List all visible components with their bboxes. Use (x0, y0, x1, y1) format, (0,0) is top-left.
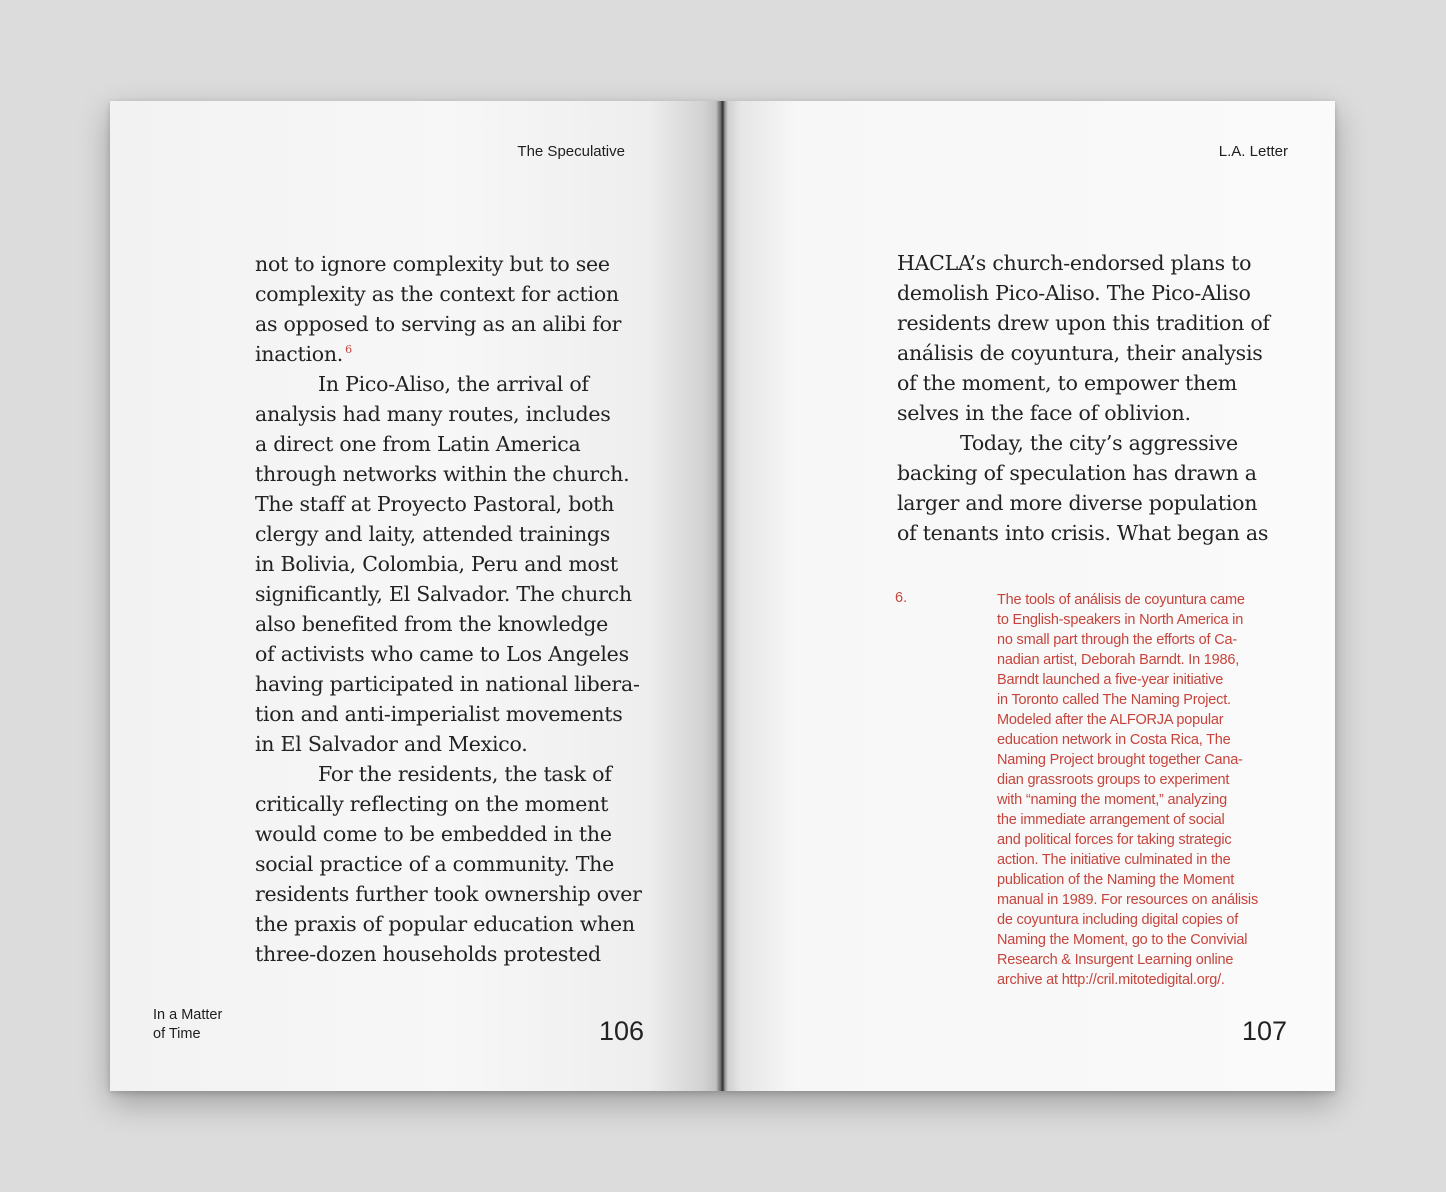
body-line (255, 399, 642, 429)
body-line (255, 789, 642, 819)
right-body-text (897, 248, 1270, 548)
footnote-line: action. The initiative culminated in the (997, 852, 1231, 868)
body-line-text: as opposed to serving as an alibi for (255, 312, 622, 336)
body-line (897, 458, 1270, 488)
body-line (255, 489, 642, 519)
body-line (255, 939, 642, 969)
footnote-line: dian grassroots groups to experiment (997, 772, 1230, 788)
body-line-text: social practice of a community. The (255, 852, 614, 876)
body-line-text: not to ignore complexity but to see (255, 252, 610, 276)
body-line-text: clergy and laity, attended trainings (255, 522, 611, 546)
body-line (255, 909, 642, 939)
body-line (897, 488, 1270, 518)
body-line (255, 879, 642, 909)
footnote-line: publication of the Naming the Moment (997, 872, 1235, 888)
book-gutter (716, 101, 728, 1091)
body-line (897, 338, 1270, 368)
body-line (255, 849, 642, 879)
right-running-head: L.A. Letter (1218, 143, 1288, 160)
footnote-line: Naming Project brought together Cana- (997, 752, 1243, 768)
footnote-line: no small part through the efforts of Ca- (997, 632, 1237, 648)
body-line-text: In Pico-Aliso, the arrival of (318, 372, 589, 396)
body-line (255, 339, 642, 369)
body-line-text: selves in the face of oblivion. (897, 401, 1191, 425)
body-line-text: HACLA’s church-endorsed plans to (897, 251, 1252, 275)
right-page-number: 107 (1241, 1016, 1287, 1046)
body-line-text: backing of speculation has drawn a (897, 461, 1257, 485)
footnote-line: manual in 1989. For resources on análisis (997, 892, 1258, 908)
body-line (255, 309, 642, 339)
left-page-number: 106 (598, 1016, 644, 1046)
body-line (255, 429, 642, 459)
body-line-text: in Bolivia, Colombia, Peru and most (255, 552, 618, 576)
body-line (255, 579, 642, 609)
footnote-line: and political forces for taking strategic (997, 832, 1232, 848)
footnote-line: Naming the Moment, go to the Convivial (997, 932, 1248, 948)
body-line (255, 549, 642, 579)
footnote-line: nadian artist, Deborah Barndt. In 1986, (997, 652, 1240, 668)
footnote-line: Barndt launched a five-year initiative (997, 672, 1224, 688)
book-title-line: of Time (153, 1026, 201, 1042)
book-title (153, 1006, 222, 1044)
body-line-text: of activists who came to Los Angeles (255, 642, 629, 666)
body-line (255, 459, 642, 489)
body-line (897, 248, 1270, 278)
body-line-text: larger and more diverse population (897, 491, 1258, 515)
footnote-reference[interactable]: 6 (345, 343, 352, 357)
footnote-line: in Toronto called The Naming Project. (997, 692, 1231, 708)
left-running-head: The Speculative (517, 143, 625, 160)
body-line-text: significantly, El Salvador. The church (255, 582, 632, 606)
body-line (897, 368, 1270, 398)
body-line-text: tion and anti-imperialist movements (255, 702, 623, 726)
body-line-text: would come to be embedded in the (255, 822, 612, 846)
footnote-line: education network in Costa Rica, The (997, 732, 1231, 748)
body-line-text: inaction. (255, 342, 344, 366)
body-line (897, 308, 1270, 338)
body-line (255, 699, 642, 729)
footnote-line: with “naming the moment,” analyzing (997, 792, 1227, 808)
body-line (255, 249, 642, 279)
left-body-text (255, 249, 642, 969)
footnote-line: to English-speakers in North America in (997, 612, 1244, 628)
footnote-line: Modeled after the ALFORJA popular (997, 712, 1224, 728)
body-line (897, 428, 1270, 458)
body-line-text: of the moment, to empower them (897, 371, 1237, 395)
body-line-text: The staff at Proyecto Pastoral, both (255, 492, 615, 516)
body-line-text: through networks within the church. (255, 462, 630, 486)
body-line-text: residents further took ownership over (255, 882, 642, 906)
body-line (897, 278, 1270, 308)
body-line-text: For the residents, the task of (318, 762, 612, 786)
body-line (255, 759, 642, 789)
body-line-text: a direct one from Latin America (255, 432, 581, 456)
body-line-text: Today, the city’s aggressive (960, 431, 1238, 455)
body-line-text: of tenants into crisis. What began as (897, 521, 1269, 545)
body-line-text: also benefited from the knowledge (255, 612, 609, 636)
body-line (255, 639, 642, 669)
book-title-line: In a Matter (153, 1007, 223, 1023)
footnote-text (997, 590, 1258, 990)
body-line (897, 518, 1270, 548)
body-line (255, 609, 642, 639)
body-line (255, 519, 642, 549)
body-line-text: complexity as the context for action (255, 282, 619, 306)
body-line (255, 669, 642, 699)
footnote-line: the immediate arrangement of social (997, 812, 1225, 828)
body-line-text: critically reflecting on the moment (255, 792, 609, 816)
body-line-text: análisis de coyuntura, their analysis (897, 341, 1263, 365)
footnote-line: Research & Insurgent Learning online (997, 952, 1234, 968)
body-line-text: the praxis of popular education when (255, 912, 635, 936)
footnote-line: de coyuntura including digital copies of (997, 912, 1239, 928)
body-line-text: in El Salvador and Mexico. (255, 732, 528, 756)
body-line-text: having participated in national libera- (255, 672, 640, 696)
body-line-text: three-dozen households protested (255, 942, 601, 966)
body-line-text: demolish Pico-Aliso. The Pico-Aliso (897, 281, 1251, 305)
body-line (255, 819, 642, 849)
body-line (897, 398, 1270, 428)
body-line-text: analysis had many routes, includes (255, 402, 611, 426)
body-line (255, 369, 642, 399)
book-spread (110, 101, 1335, 1091)
body-line-text: residents drew upon this tradition of (897, 311, 1270, 335)
footnote-line: archive at http://cril.mitotedigital.org/. (997, 972, 1225, 988)
footnote-number: 6. (895, 590, 908, 606)
body-line (255, 279, 642, 309)
footnote-line: The tools of análisis de coyuntura came (997, 592, 1245, 608)
left-page (110, 101, 722, 1091)
body-line (255, 729, 642, 759)
